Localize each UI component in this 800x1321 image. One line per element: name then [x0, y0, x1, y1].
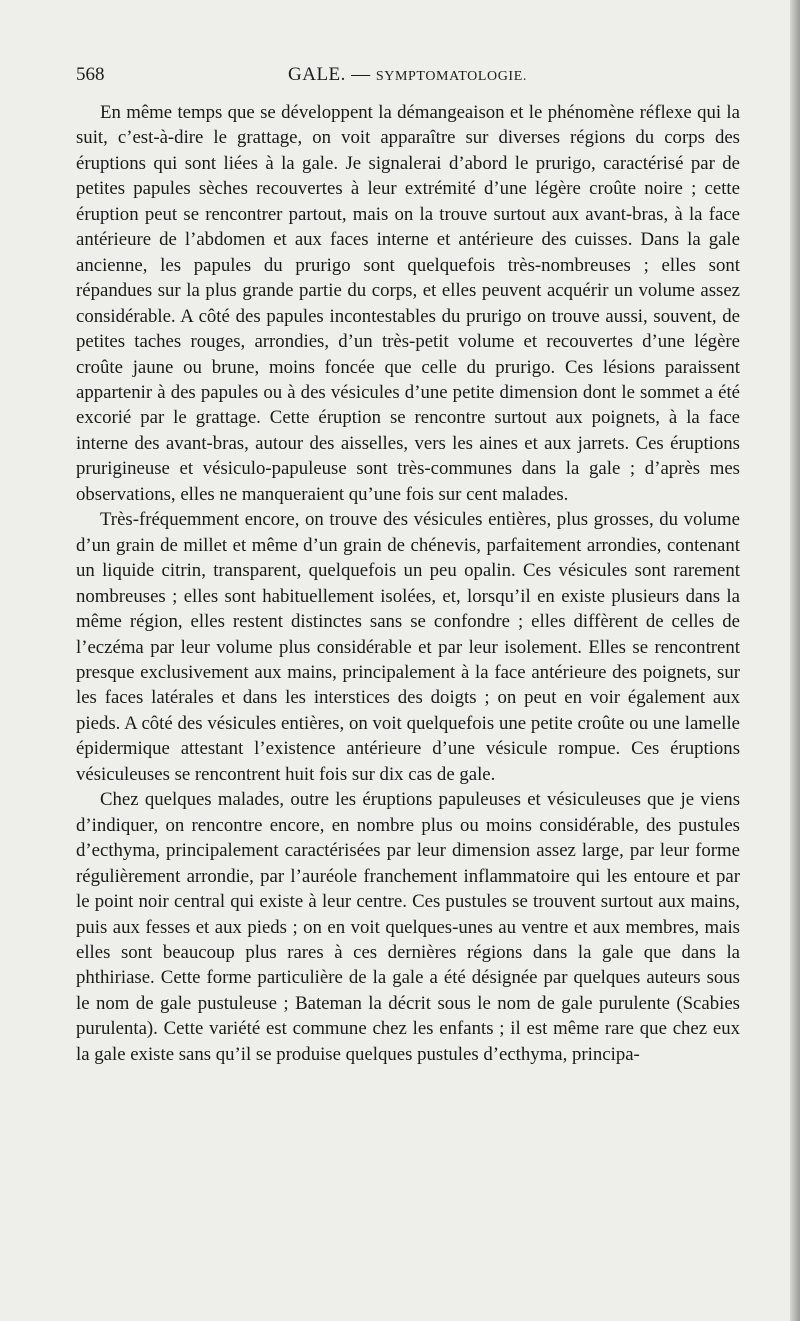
page-number: 568	[76, 64, 105, 85]
running-head	[288, 64, 527, 86]
running-head-subtitle: SYMPTOMATOLOGIE.	[375, 69, 527, 84]
running-head-title: GALE.	[288, 64, 346, 85]
paragraph-vesicules: Très-fréquemment encore, on trouve des vésicules entières, plus grosses, du volume d’un grain de millet et même d’un grain de chénevis, parfaitement arrondies, contenant un liquide citrin, transparent, quelquefois un peu opalin. Ces vésicules sont rarement nombreuses ; elles sont habituellement isolées, et, lorsqu’il en existe plusieurs dans la même région, elles restent distinctes sans se confondre ; elles diffèrent de celles de l’eczéma par leur volume plus considérable et par leur isolement. Elles se rencontrent presque exclusivement aux mains, principalement à la face antérieure des poignets, sur les faces latérales et dans les interstices des doigts ; on peut en voir également aux pieds. A côté des vésicules entières, on voit quelquefois une petite croûte ou une lamelle épidermique attestant l’existence antérieure d’une vésicule rompue. Ces éruptions vésiculeuses se rencontrent huit fois sur dix cas de gale.	[76, 509, 740, 785]
page-header	[76, 64, 740, 94]
paragraph-prurigo: En même temps que se développent la démangeaison et le phénomène réflexe qui la suit, c’est-à-dire le grattage, on voit apparaître sur diverses régions du corps des éruptions qui sont liées à la gale. Je signalerai d’abord le prurigo, caractérisé par de petites papules sèches recouvertes à leur extrémité d’une légère croûte noire ; cette éruption peut se rencontrer partout, mais on la trouve surtout aux avant-bras, à la face antérieure de l’abdomen et aux faces interne et antérieure des cuisses. Dans la gale ancienne, les papules du prurigo sont quelquefois très-nombreuses ; elles sont répandues sur la plus grande partie du corps, et elles peuvent acquérir un volume assez considérable. A côté des papules incontestables du prurigo on trouve aussi, souvent, de petites taches rouges, arrondies, d’un très-petit volume et recouvertes d’une légère croûte jaune ou brune, moins foncée que celle du prurigo. Ces lésions paraissent appartenir à des papules ou à des vésicules d’une petite dimension dont le sommet a été excorié par le grattage. Cette éruption se rencontre surtout aux poignets, à la face interne des avant-bras, autour des aisselles, vers les aines et aux jarrets. Ces éruptions prurigineuse et vésiculo-papuleuse sont très-communes dans la gale ; d’après mes observations, elles ne manqueraient qu’une fois sur cent malades.	[76, 102, 740, 505]
paragraph-ecthyma: Chez quelques malades, outre les éruptions papuleuses et vésiculeuses que je viens d’indiquer, on rencontre encore, en nombre plus ou moins considérable, des pustules d’ecthyma, principalement caractérisées par leur dimension assez large, par leur forme régulièrement arrondie, par l’auréole franchement inflammatoire qui les entoure et par le point noir central qui existe à leur centre. Ces pustules se trouvent surtout aux mains, puis aux fesses et aux pieds ; on en voit quelques-unes au ventre et aux membres, mais elles sont beaucoup plus rares à ces dernières régions dans la gale que dans la phthiriase. Cette forme particulière de la gale a été désignée par quelques auteurs sous le nom de gale pustuleuse ; Bateman la décrit sous le nom de gale purulente (Scabies purulenta). Cette variété est commune chez les enfants ; il est même rare que chez eux la gale existe sans qu’il se produise quelques pustules d’ecthyma, principa-	[76, 789, 740, 1065]
running-head-separator: —	[351, 64, 371, 85]
page-edge-shadow	[790, 0, 800, 1321]
body-text	[76, 100, 740, 1067]
